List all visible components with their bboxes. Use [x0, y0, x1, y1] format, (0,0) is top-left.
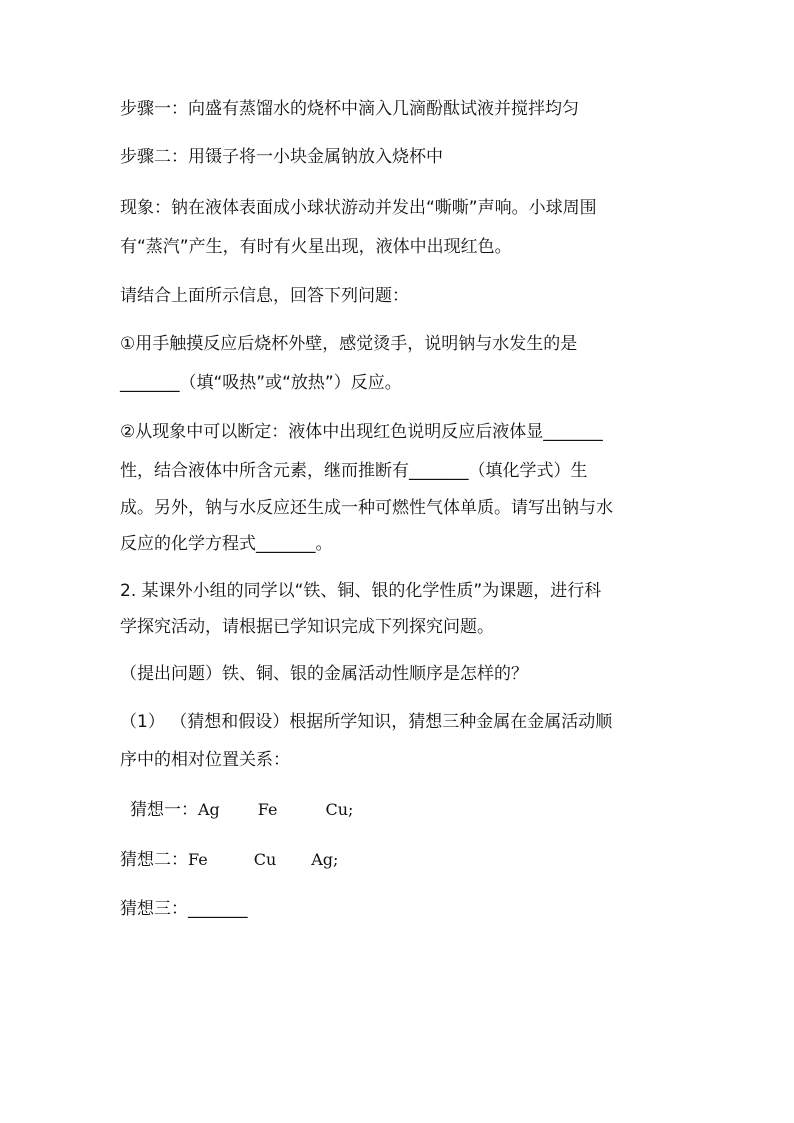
guess-two-metal-3: Ag; [311, 850, 339, 869]
raise-question-text: （提出问题）铁、铜、银的金属活动性顺序是怎样的？ [120, 664, 528, 684]
problem-2-line-1: 2. 某课外小组的同学以“铁、铜、银的化学性质”为课题，进行科 [120, 581, 602, 601]
prompt-text: 请结合上面所示信息，回答下列问题： [120, 286, 409, 306]
phenomenon-line-2: 有“蒸汽”产生，有时有火星出现，液体中出现红色。 [120, 237, 512, 257]
guess-one-metal-2: Fe [257, 800, 278, 819]
question-1-line-2: _______（填“吸热”或“放热”）反应。 [120, 373, 402, 393]
guess-one-metal-3: Cu; [325, 800, 354, 819]
step-one-text: 步骤一：向盛有蒸馏水的烧杯中滴入几滴酚酞试液并搅拌均匀 [120, 99, 579, 119]
problem-2-line-2: 学探究活动，请根据已学知识完成下列探究问题。 [120, 617, 494, 637]
guess-two [120, 848, 680, 872]
question-1-line-1: ①用手触摸反应后烧杯外壁，感觉烫手，说明钠与水发生的是 [120, 334, 578, 354]
guess-two-metal-1: Fe [188, 850, 208, 869]
hypothesis-line-2: 序中的相对位置关系： [120, 750, 290, 770]
question-2-line-3: 成。另外，钠与水反应还生成一种可燃性气体单质。请写出钠与水 [120, 498, 613, 518]
step-two-text: 步骤二：用镊子将一小块金属钠放入烧杯中 [120, 147, 443, 167]
guess-one-metal-1: Ag [198, 800, 220, 819]
hypothesis-line-1: （1） （猜想和假设）根据所学知识，猜想三种金属在金属活动顺 [120, 712, 613, 732]
question-2-line-4: 反应的化学方程式_______。 [120, 534, 333, 554]
question-2-line-1: ②从现象中可以断定：液体中出现红色说明反应后液体显_______ [120, 422, 603, 442]
phenomenon-line-1: 现象：钠在液体表面成小球状游动并发出“嘶嘶”声响。小球周围 [120, 198, 597, 218]
guess-three: 猜想三：_______ [120, 899, 248, 919]
guess-one-label: 猜想一： [130, 800, 198, 820]
guess-two-metal-2: Cu [253, 850, 277, 869]
question-2-line-2: 性，结合液体中所含元素，继而推断有_______（填化学式）生 [120, 461, 588, 481]
guess-one [130, 798, 690, 822]
guess-two-label: 猜想二： [120, 850, 188, 870]
